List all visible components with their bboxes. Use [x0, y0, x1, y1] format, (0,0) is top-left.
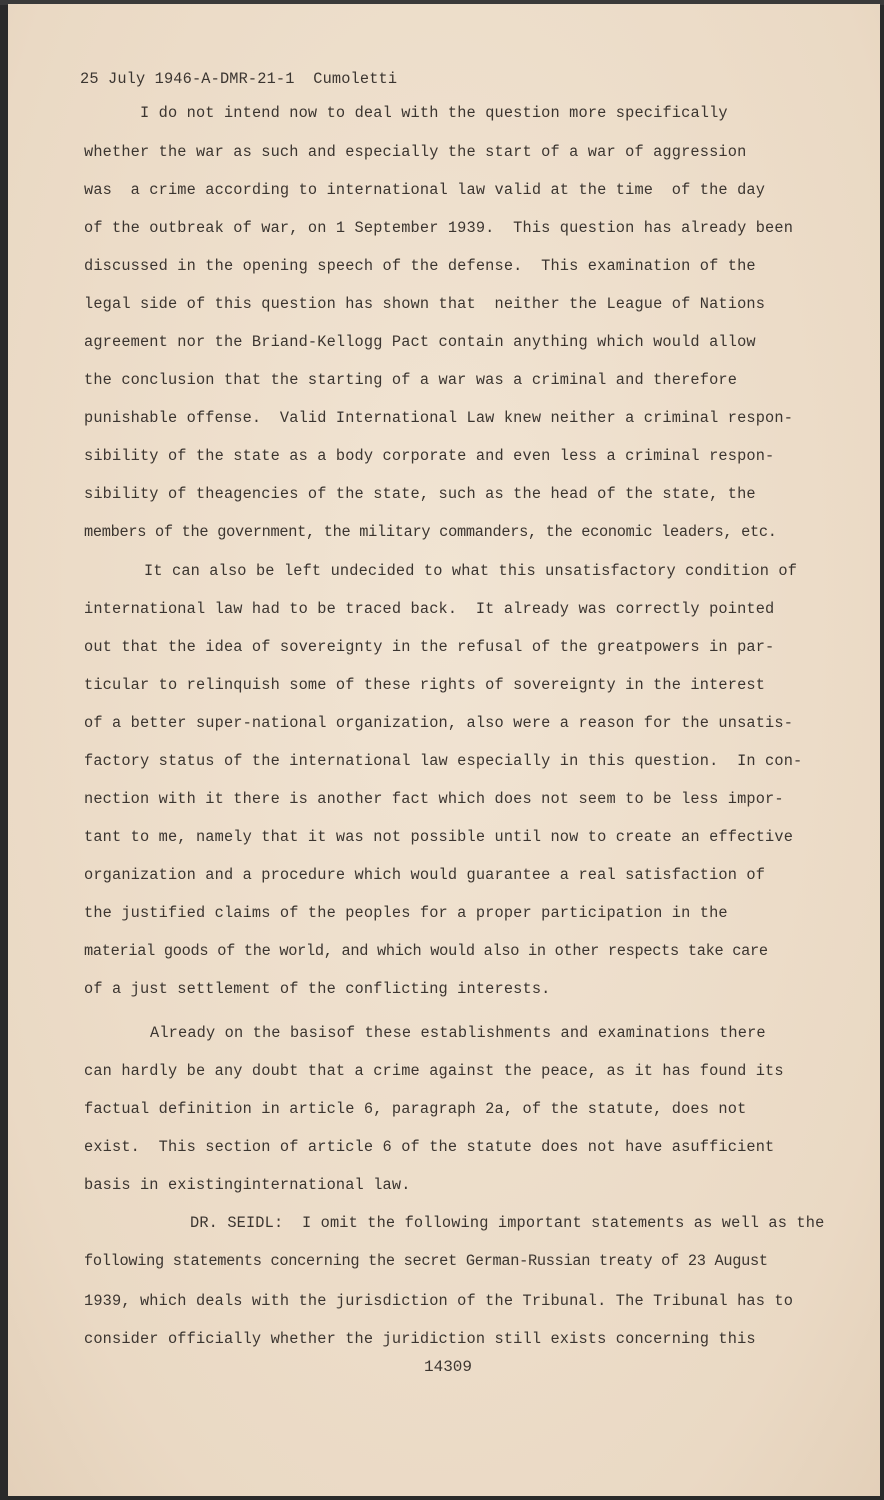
text-line: basis in existinginternational law. — [84, 1176, 411, 1194]
text-line: of the outbreak of war, on 1 September 1939. This question has already been — [84, 219, 794, 237]
text-line: organization and a procedure which would guarantee a real satisfaction of — [84, 866, 766, 884]
text-line: out that the idea of sovereignty in the refusal of the greatpowers in par- — [84, 638, 775, 656]
text-line: whether the war as such and especially the start of a war of aggression — [84, 143, 747, 161]
text-line: factory status of the international law especially in this question. In con- — [84, 752, 803, 770]
text-line: nection with it there is another fact which does not seem to be less impor- — [84, 790, 784, 808]
text-line: sibility of theagencies of the state, such as the head of the state, the — [84, 485, 756, 503]
text-line: punishable offense. Valid International Law knew neither a criminal respon- — [84, 409, 794, 427]
text-line: members of the government, the military commanders, the economic leaders, etc. — [84, 523, 777, 541]
text-line: was a crime according to international law valid at the time of the day — [84, 181, 766, 199]
text-line: the justified claims of the peoples for a proper participation in the — [84, 904, 728, 922]
text-line: ticular to relinquish some of these rights of sovereignty in the interest — [84, 676, 766, 694]
text-line: I do not intend now to deal with the question more specifically — [140, 104, 728, 122]
text-line: It can also be left undecided to what this unsatisfactory condition of — [144, 562, 798, 580]
text-line: consider officially whether the juridiction still exists concerning this — [84, 1330, 756, 1348]
text-line: following statements concerning the secret German-Russian treaty of 23 August — [84, 1252, 768, 1270]
text-line: factual definition in article 6, paragraph 2a, of the statute, does not — [84, 1100, 747, 1118]
text-line: exist. This section of article 6 of the statute does not have asufficient — [84, 1138, 775, 1156]
text-line: of a just settlement of the conflicting interests. — [84, 980, 551, 998]
text-line: Already on the basisof these establishments and examinations there — [150, 1024, 766, 1042]
text-line: 1939, which deals with the jurisdiction of the Tribunal. The Tribunal has to — [84, 1292, 794, 1310]
text-line: material goods of the world, and which would also in other respects take care — [84, 942, 768, 960]
text-line: can hardly be any doubt that a crime against the peace, as it has found its — [84, 1062, 784, 1080]
text-line: the conclusion that the starting of a war was a criminal and therefore — [84, 371, 738, 389]
text-line: agreement nor the Briand-Kellogg Pact contain anything which would allow — [84, 333, 756, 351]
text-line: DR. SEIDL: I omit the following important statements as well as the — [190, 1214, 825, 1232]
text-line: sibility of the state as a body corporate and even less a criminal respon- — [84, 447, 775, 465]
text-line: of a better super-national organization, also were a reason for the unsatis- — [84, 714, 794, 732]
text-line: legal side of this question has shown that neither the League of Nations — [84, 295, 766, 313]
document-header: 25 July 1946-A-DMR-21-1 Cumoletti — [80, 70, 398, 88]
text-line: international law had to be traced back. It already was correctly pointed — [84, 600, 775, 618]
page-number: 14309 — [424, 1358, 473, 1376]
text-line: tant to me, namely that it was not possible until now to create an effective — [84, 828, 794, 846]
text-line: discussed in the opening speech of the defense. This examination of the — [84, 257, 756, 275]
